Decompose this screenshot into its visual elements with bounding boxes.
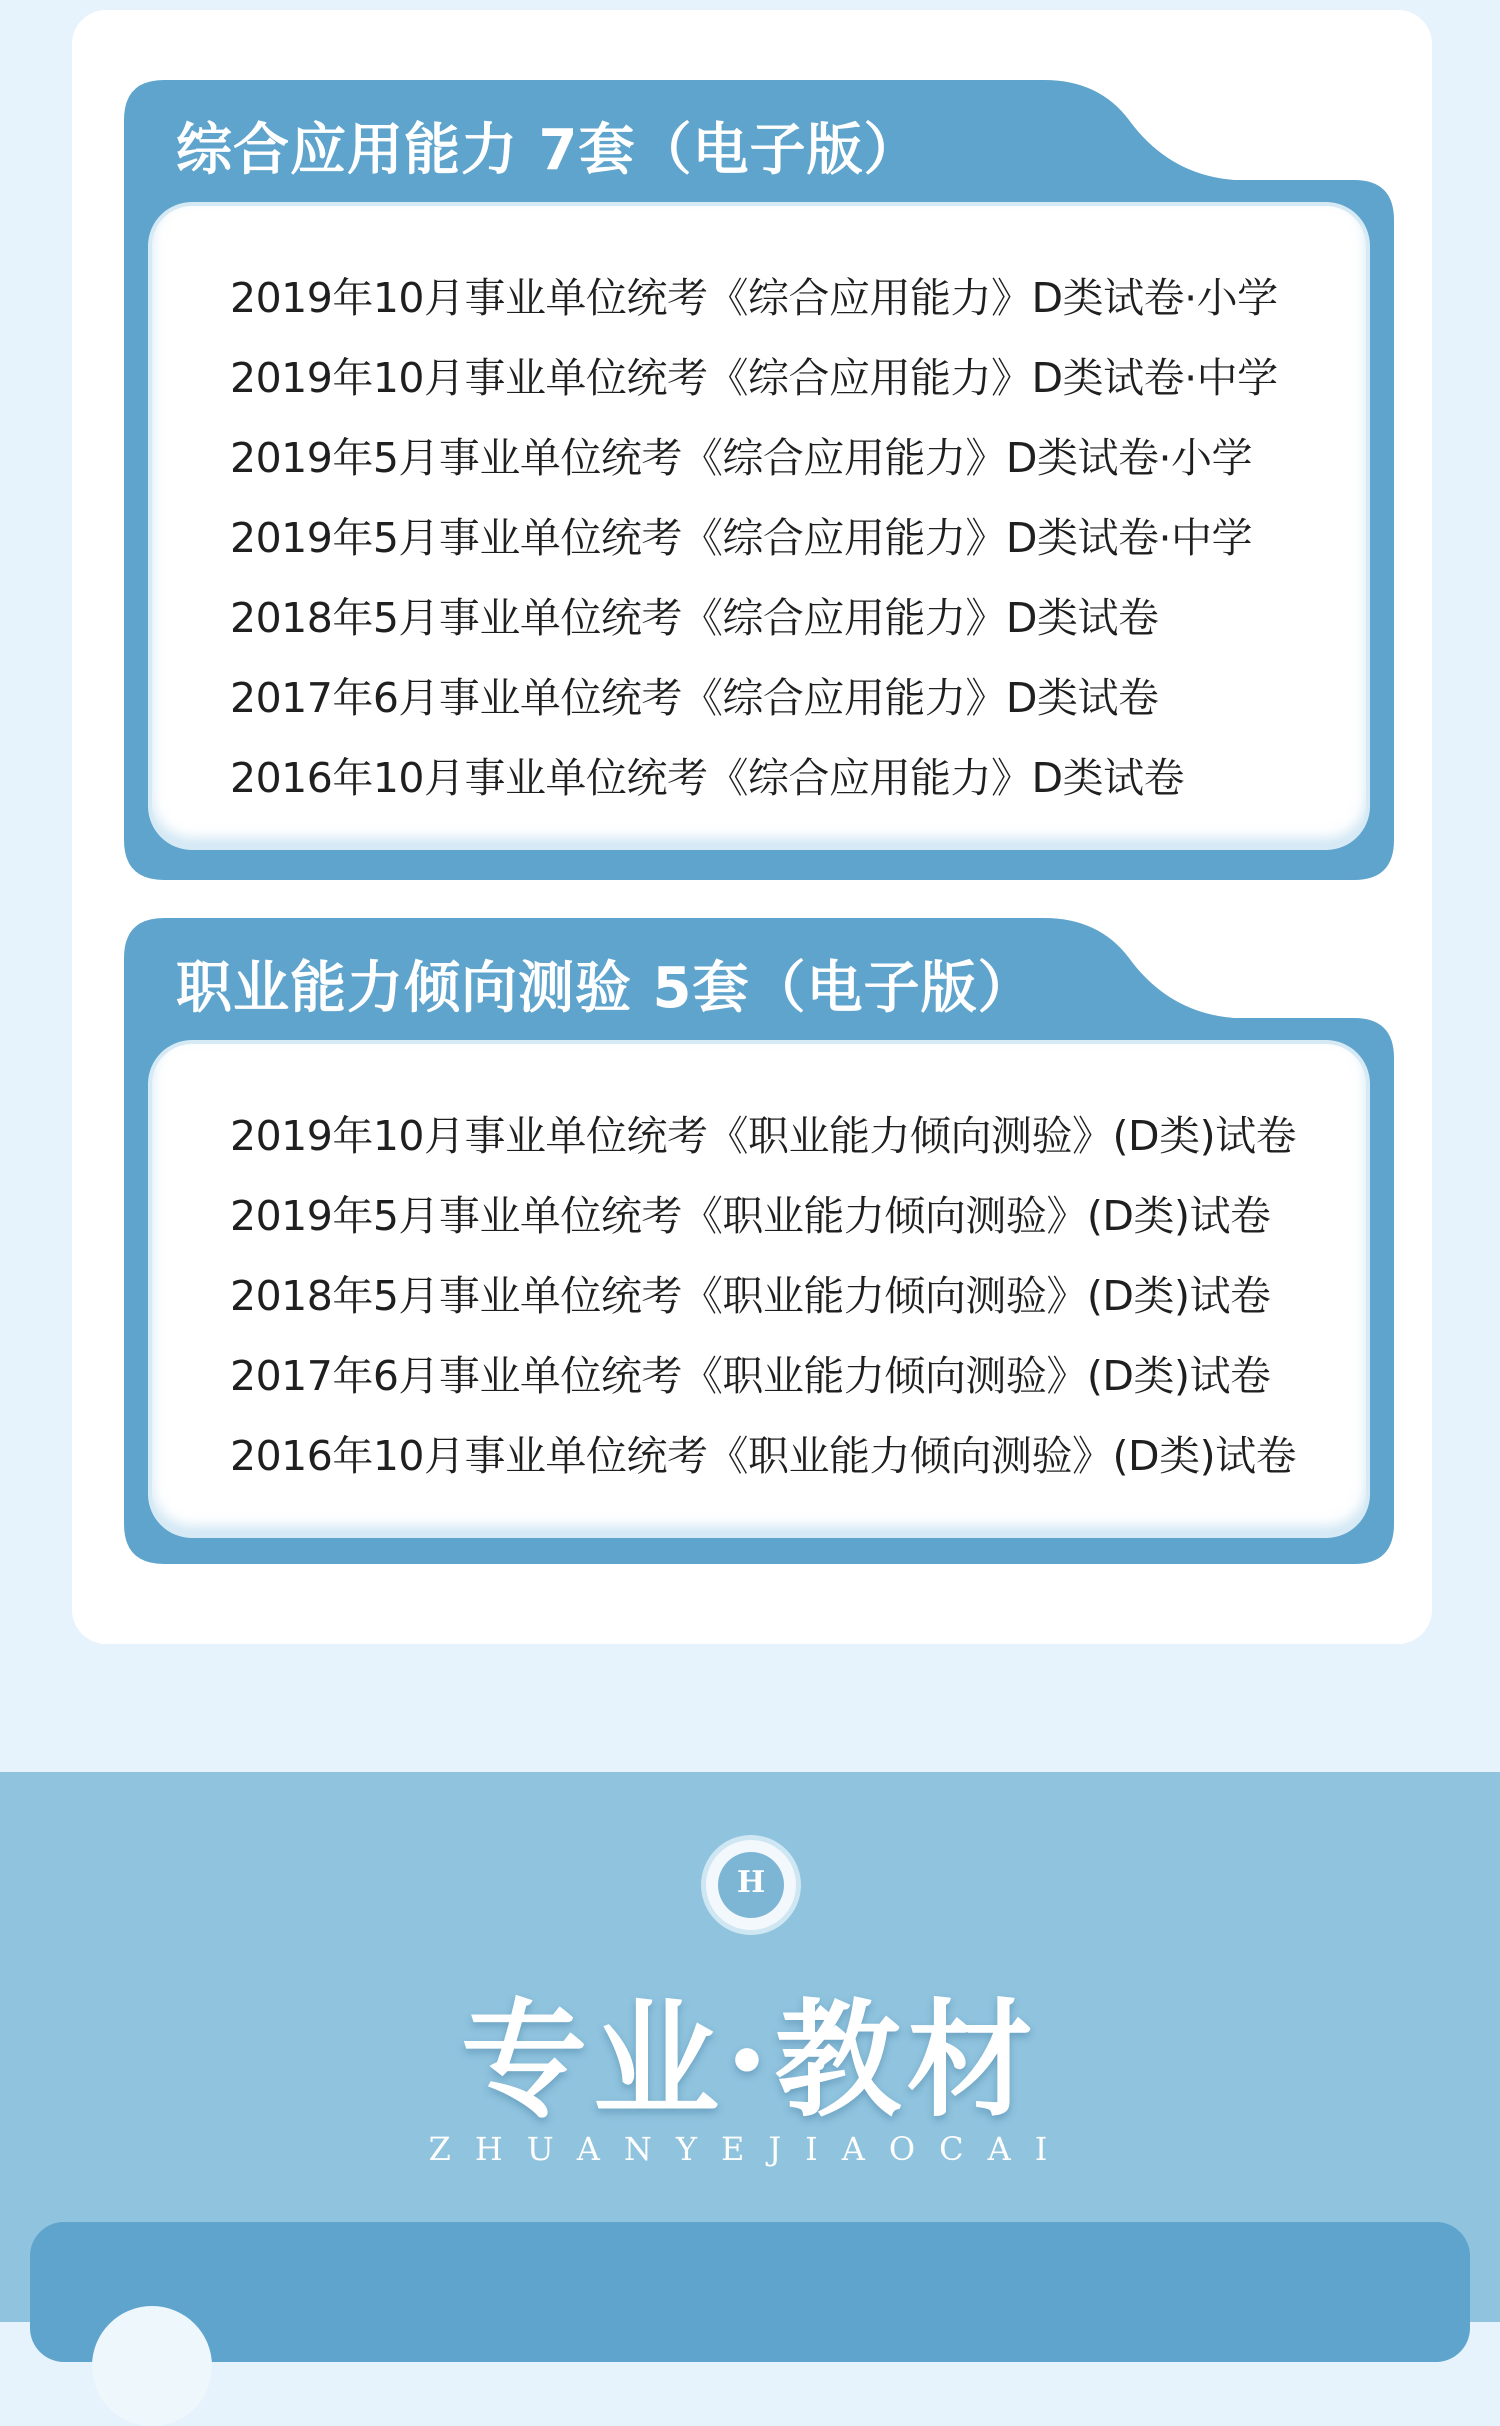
list-item: 2019年5月事业单位统考《综合应用能力》D类试卷·小学 [230,434,1253,482]
list-item: 2019年10月事业单位统考《综合应用能力》D类试卷·小学 [230,274,1278,322]
emblem-mark: H [718,1852,784,1918]
banner-heading: 专业·教材 [461,1986,1039,2134]
section-card-comprehensive [124,80,1394,880]
list-item: 2018年5月事业单位统考《职业能力倾向测验》(D类)试卷 [230,1272,1271,1320]
list-item: 2016年10月事业单位统考《综合应用能力》D类试卷 [230,754,1185,802]
banner-subheading: ZHUANYEJIAOCAI [428,2130,1072,2168]
emblem-icon [706,1840,796,1930]
list-item: 2019年10月事业单位统考《综合应用能力》D类试卷·中学 [230,354,1278,402]
section-list-box [152,206,1366,846]
next-section-card [30,2222,1470,2362]
next-section-icon [92,2306,212,2426]
section-title: 综合应用能力 7套（电子版） [176,118,921,183]
section-list-box [152,1044,1366,1534]
list-item: 2016年10月事业单位统考《职业能力倾向测验》(D类)试卷 [230,1432,1297,1480]
list-item: 2019年5月事业单位统考《职业能力倾向测验》(D类)试卷 [230,1192,1271,1240]
list-item: 2017年6月事业单位统考《综合应用能力》D类试卷 [230,674,1159,722]
exam-list [230,1096,1296,1496]
list-item: 2017年6月事业单位统考《职业能力倾向测验》(D类)试卷 [230,1352,1271,1400]
exam-list [230,258,1278,818]
list-item: 2019年10月事业单位统考《职业能力倾向测验》(D类)试卷 [230,1112,1297,1160]
list-item: 2018年5月事业单位统考《综合应用能力》D类试卷 [230,594,1159,642]
section-card-aptitude [124,918,1394,1564]
section-title: 职业能力倾向测验 5套（电子版） [176,956,1035,1021]
list-item: 2019年5月事业单位统考《综合应用能力》D类试卷·中学 [230,514,1253,562]
